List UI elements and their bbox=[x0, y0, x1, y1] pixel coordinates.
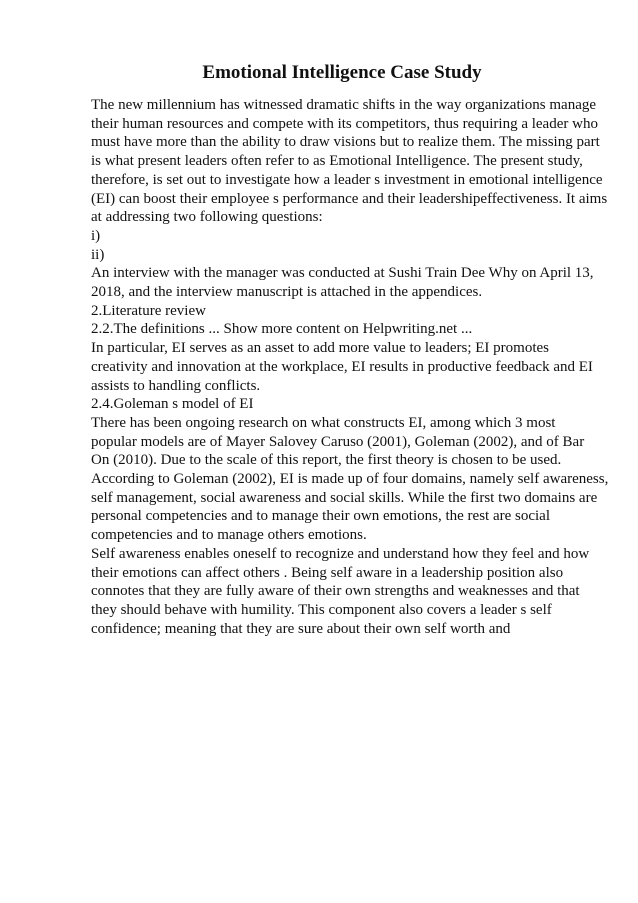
body-line: competencies and to manage others emotions. bbox=[91, 527, 367, 544]
body-line: There has been ongoing research on what constructs EI, among which 3 most bbox=[91, 414, 556, 431]
body-line: 2018, and the interview manuscript is attached in the appendices. bbox=[91, 284, 483, 301]
body-line: personal competencies and to manage their own emotions, the rest are social bbox=[91, 508, 551, 525]
document-title: Emotional Intelligence Case Study bbox=[202, 62, 482, 83]
body-line: An interview with the manager was conducted at Sushi Train Dee Why on April 13, bbox=[91, 265, 594, 282]
body-line: assists to handling conflicts. bbox=[91, 377, 261, 394]
section-heading: 2.4.Goleman s model of EI bbox=[91, 396, 254, 413]
body-line: According to Goleman (2002), EI is made up of four domains, namely self awareness, bbox=[91, 471, 609, 488]
body-line: creativity and innovation at the workplace, EI results in productive feedback and EI bbox=[91, 358, 593, 375]
body-line: their human resources and compete with its competitors, thus requiring a leader who bbox=[91, 115, 598, 132]
section-heading: 2.2.The definitions ... Show more content on Helpwriting.net ... bbox=[91, 321, 473, 338]
body-line: confidence; meaning that they are sure about their own self worth and bbox=[91, 620, 511, 637]
question-item: ii) bbox=[91, 246, 105, 263]
body-line: (EI) can boost their employee s performance and their leadershipeffectiveness. It aims bbox=[91, 190, 608, 207]
body-line: is what present leaders often refer to as Emotional Intelligence. The present study, bbox=[91, 153, 583, 170]
body-line: The new millennium has witnessed dramatic shifts in the way organizations manage bbox=[91, 97, 597, 113]
body-line: they should behave with humility. This component also covers a leader s self bbox=[91, 601, 552, 618]
body-line: On (2010). Due to the scale of this report, the first theory is chosen to be used. bbox=[91, 452, 562, 469]
body-line: must have more than the ability to draw visions but to realize them. The missing part bbox=[91, 134, 600, 151]
body-line: self management, social awareness and social skills. While the first two domains are bbox=[91, 489, 598, 506]
section-heading: 2.Literature review bbox=[91, 302, 206, 319]
body-line: therefore, is set out to investigate how a leader s investment in emotional intelligence bbox=[91, 171, 603, 188]
body-line: their emotions can affect others . Being self aware in a leadership position also bbox=[91, 564, 564, 581]
body-line: connotes that they are fully aware of their own strengths and weaknesses and that bbox=[91, 583, 580, 600]
document-body bbox=[91, 96, 609, 638]
body-line: at addressing two following questions: bbox=[91, 209, 323, 226]
body-line: popular models are of Mayer Salovey Caruso (2001), Goleman (2002), and of Bar bbox=[91, 433, 585, 450]
body-line: In particular, EI serves as an asset to add more value to leaders; EI promotes bbox=[91, 340, 549, 357]
question-item: i) bbox=[91, 227, 101, 244]
body-line: Self awareness enables oneself to recognize and understand how they feel and how bbox=[91, 545, 590, 562]
